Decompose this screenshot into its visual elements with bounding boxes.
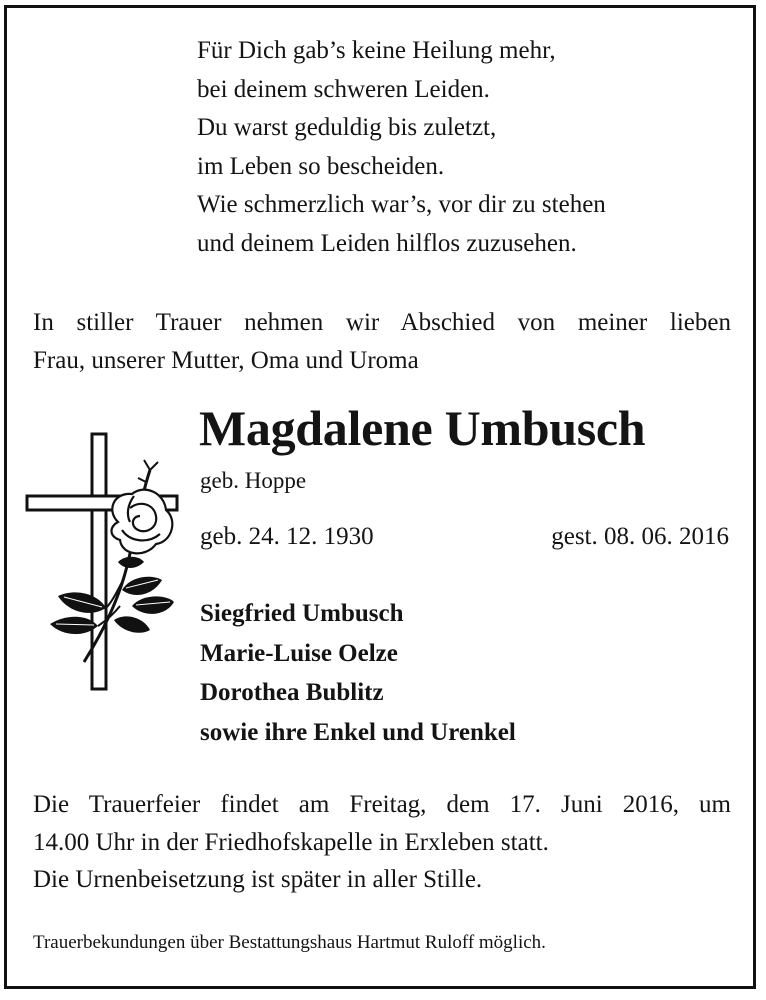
mourner-name: Marie-Luise Oelze <box>200 639 398 667</box>
intro-line: In stiller Trauer nehmen wir Abschied von meiner lieben <box>33 309 731 336</box>
poem <box>197 32 717 264</box>
poem-line: und deinem Leiden hilflos zuzusehen. <box>197 229 577 257</box>
mourners-list <box>200 594 516 752</box>
mourner-name: Dorothea Bublitz <box>200 679 384 706</box>
intro-line: Frau, unserer Mutter, Oma und Uroma <box>33 347 419 374</box>
mourner-name: sowie ihre Enkel und Urenkel <box>200 718 516 746</box>
poem-line: bei deinem schweren Leiden. <box>197 75 490 103</box>
deceased-name: Magdalene Umbusch <box>199 400 646 456</box>
cross-with-rose-icon <box>22 430 187 692</box>
condolence-note: Trauerbekundungen über Bestattungshaus Hartmut Ruloff möglich. <box>33 932 546 953</box>
service-line: 14.00 Uhr in der Friedhofskapelle in Erxleben statt. <box>33 828 549 856</box>
poem-line: im Leben so bescheiden. <box>197 152 445 180</box>
poem-line: Du warst geduldig bis zuletzt, <box>197 114 497 142</box>
death-date: gest. 08. 06. 2016 <box>551 523 729 550</box>
service-line: Die Urnenbeisetzung ist später in aller Stille. <box>33 866 483 893</box>
intro-text <box>33 304 731 380</box>
maiden-name: geb. Hoppe <box>200 468 307 493</box>
mourner-name: Siegfried Umbusch <box>200 600 404 627</box>
poem-line: Wie schmerzlich war’s, vor dir zu stehen <box>197 191 606 219</box>
birth-date: geb. 24. 12. 1930 <box>200 523 374 550</box>
service-line: Die Trauerfeier findet am Freitag, dem 17. Juni 2016, um <box>33 791 731 818</box>
poem-line: Für Dich gab’s keine Heilung mehr, <box>197 37 556 64</box>
service-info <box>33 786 731 899</box>
